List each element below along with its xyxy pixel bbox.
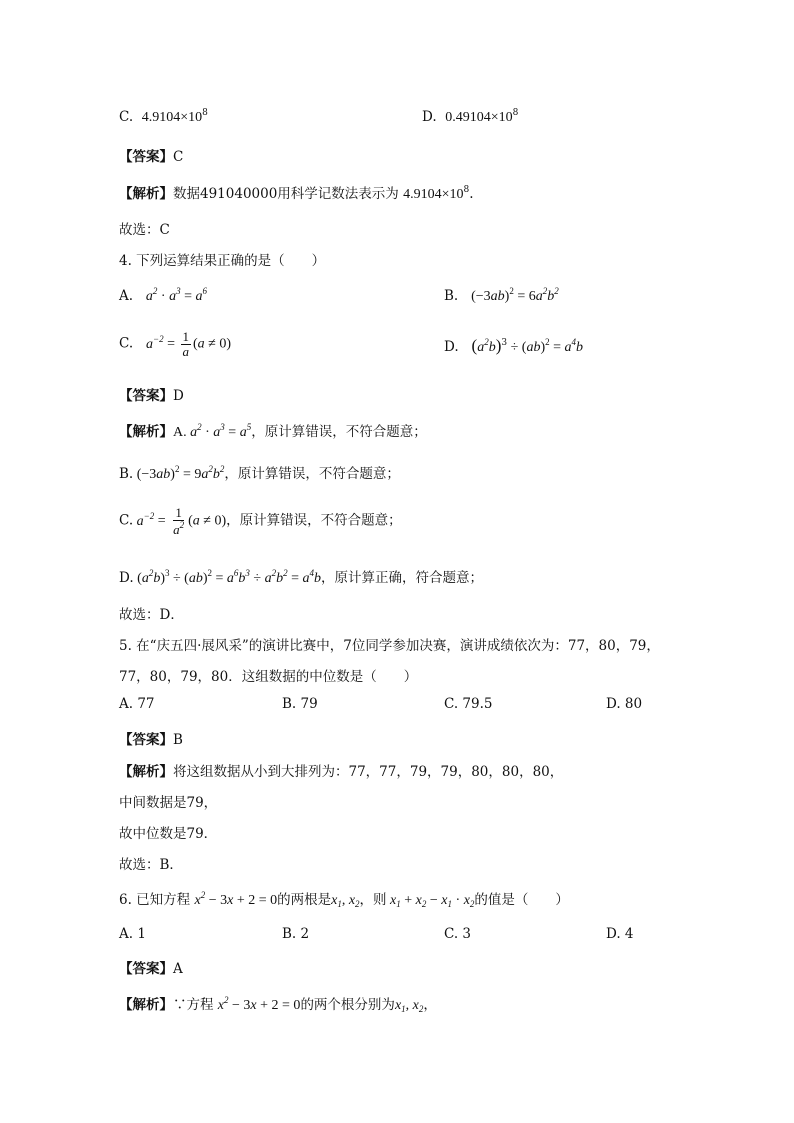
q4-option-b: B. $(-3ab)^2 = 6a^2b^2$ bbox=[444, 286, 559, 304]
q5-analysis-line1: 【解析】将这组数据从小到大排列为：77，77，79，79，80，80，80， bbox=[119, 764, 564, 780]
q6-answer: 【答案】A bbox=[119, 961, 183, 977]
q4-answer: 【答案】D bbox=[119, 388, 184, 404]
q3-analysis: 【解析】数据491040000用科学记数法表示为 $4.9104\times 10^8$. bbox=[119, 185, 474, 202]
q4-stem: 4. 下列运算结果正确的是（ ） bbox=[119, 253, 326, 269]
q5-answer: 【答案】B bbox=[119, 732, 183, 748]
q3-answer: 【答案】C bbox=[119, 149, 184, 165]
q3-option-d: D. $0.49104\times 10^8$ bbox=[422, 108, 519, 125]
q4-analysis-a: 【解析】A. $a^2 \cdot a^3 = a^5$，原计算错误，不符合题意； bbox=[119, 422, 427, 440]
q5-option-a: A. 77 bbox=[119, 696, 155, 712]
q3-choose: 故选：C bbox=[119, 222, 170, 238]
q5-option-b: B. 79 bbox=[282, 696, 318, 712]
q5-choose: 故选：B． bbox=[119, 857, 183, 873]
q5-option-d: D. 80 bbox=[606, 696, 643, 712]
q6-analysis: 【解析】∵方程 $x^2 - 3x + 2 = 0$的两个根分别为$x_1$, $x_2$， bbox=[119, 995, 437, 1014]
q4-option-d: D. $(a^2b)^3 \div (ab)^2 = a^4b$ bbox=[444, 336, 584, 355]
q6-option-d: D. 4 bbox=[606, 926, 634, 942]
q5-analysis-line2: 中间数据是79， bbox=[119, 795, 218, 811]
q5-analysis-line3: 故中位数是79． bbox=[119, 826, 218, 842]
q6-stem: 6. 已知方程 $x^2 - 3x + 2 = 0$的两根是$x_1$, $x_2$，则 $x_1 + x_2 - x_1 \cdot x_2$的值是（ ） bbox=[119, 890, 569, 909]
q4-analysis-d: D. $(a^2b)^3 \div (ab)^2 = a^6b^3 \div a^2b^2 = a^4b$，原计算正确，符合题意； bbox=[119, 568, 484, 586]
q6-option-b: B. 2 bbox=[282, 926, 310, 942]
q4-choose: 故选：D． bbox=[119, 607, 184, 623]
q6-option-c: C. 3 bbox=[444, 926, 472, 942]
q4-option-a: A. $a^2 \cdot a^3 = a^6$ bbox=[119, 286, 207, 304]
q6-option-a: A. 1 bbox=[119, 926, 146, 942]
q4-analysis-b: B. $(-3ab)^2 = 9a^2b^2$，原计算错误，不符合题意； bbox=[119, 464, 400, 482]
q5-stem-line2: 77，80，79，80．这组数据的中位数是（ ） bbox=[119, 669, 418, 685]
q5-stem-line1: 5. 在“庆五四·展风采”的演讲比赛中，7位同学参加决赛，演讲成绩依次为：77，80，79， bbox=[119, 638, 660, 654]
q4-analysis-c: C. $a^{-2}$ = $\frac{1}{a^2}$ (a ≠ 0)，原计算错误，不符合题意； bbox=[119, 505, 402, 537]
q3-option-c: C. $4.9104\times 10^8$ bbox=[119, 108, 208, 125]
q4-option-c: C. $a^{-2}$ = $\frac{1}{a}$ (a ≠ 0) bbox=[119, 329, 232, 359]
q5-option-c: C. 79.5 bbox=[444, 696, 493, 712]
